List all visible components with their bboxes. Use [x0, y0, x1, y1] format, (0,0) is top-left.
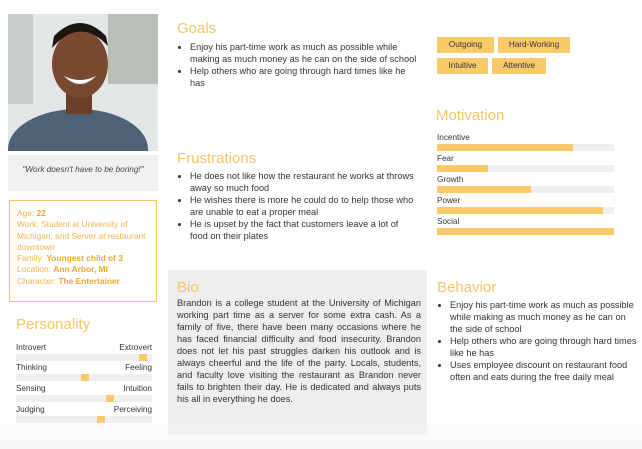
- motivation-fill: [437, 186, 531, 193]
- motivation-title: Motivation: [436, 107, 505, 124]
- behavior-item: • Help others who are going through hard times like he has: [450, 335, 637, 359]
- scale-track: [16, 354, 152, 361]
- behavior-title: Behavior: [437, 279, 497, 296]
- motivation-fill: [437, 144, 573, 151]
- motivation-label: Fear: [437, 154, 454, 163]
- motivation-row: [437, 154, 615, 163]
- motivation-row: [437, 196, 615, 205]
- motivation-track: [437, 207, 614, 214]
- motivation-track: [437, 186, 614, 193]
- persona-quote: "Work doesn't have to be boring!": [22, 165, 144, 174]
- motivation-row: [437, 217, 615, 226]
- scale-track: [16, 395, 152, 402]
- motivation-fill: [437, 228, 614, 235]
- trait-tag: Intuitive: [437, 58, 488, 74]
- scale-right-label: Perceiving: [113, 405, 152, 414]
- motivation-track: [437, 228, 614, 235]
- scale-left-label: Judging: [16, 405, 45, 414]
- motivation-label: Growth: [437, 175, 464, 184]
- frustration-item: • He does not like how the restaurant he works at throws away so much food: [190, 170, 417, 194]
- bottom-fade: [0, 419, 642, 449]
- profile-character: Character: The Entertainer: [17, 275, 120, 286]
- scale-track: [16, 374, 152, 381]
- profile-work: Work: Student at University of Michigan, and Server at restaurant downtown: [17, 219, 146, 252]
- motivation-fill: [437, 207, 603, 214]
- goal-item: • Enjoy his part-time work as much as possible while making as much money as he can on the side of school: [190, 41, 417, 65]
- motivation-label: Power: [437, 196, 461, 205]
- scale-marker: [139, 354, 147, 361]
- frustration-item: • He is upset by the fact that customers leave a lot of food on their plates: [190, 218, 417, 242]
- motivation-track: [437, 144, 614, 151]
- scale-left-label: Sensing: [16, 384, 46, 393]
- scale-left-label: Introvert: [16, 343, 47, 352]
- behavior-list: [437, 299, 637, 383]
- frustrations-title: Frustrations: [177, 150, 257, 167]
- profile-age: Age: 22: [17, 208, 46, 218]
- trait-tag: Hard-Working: [498, 37, 570, 53]
- motivation-label: Social: [437, 217, 460, 226]
- scale-marker: [81, 374, 89, 381]
- frustrations-list: [177, 170, 417, 242]
- goal-item: • Help others who are going through hard times like he has: [190, 65, 417, 89]
- motivation-row: [437, 133, 615, 142]
- scale-right-label: Intuition: [123, 384, 152, 393]
- profile-family: Family: Youngest child of 3: [17, 253, 123, 264]
- profile-card: [9, 200, 157, 302]
- motivation-row: [437, 175, 615, 184]
- goals-list: [177, 41, 417, 89]
- persona-photo: [8, 14, 158, 151]
- goals-title: Goals: [177, 20, 217, 37]
- behavior-item: • Enjoy his part-time work as much as possible while making as much money as he can on the side of school: [450, 299, 637, 335]
- person-portrait-icon: [8, 14, 158, 151]
- scale-right-label: Feeling: [125, 363, 152, 372]
- profile-location: Location: Ann Arbor, MI: [17, 264, 108, 275]
- behavior-item: • Uses employee discount on restaurant food often and eats during the free daily meal: [450, 359, 637, 383]
- trait-tag: Outgoing: [437, 37, 494, 53]
- scale-marker: [106, 395, 114, 402]
- motivation-fill: [437, 165, 488, 172]
- personality-title: Personality: [16, 316, 91, 333]
- frustration-item: • He wishes there is more he could do to help those who are unable to eat a proper meal: [190, 194, 417, 218]
- scale-left-label: Thinking: [16, 363, 47, 372]
- bio-text: Brandon is a college student at the University of Michigan working part time as a server for some extra cash. As a family of five, there have been many occasions where he has faced financial difficulty and food insecurity. Brandon does not let his past struggles darken his outlook and is always cheerful and the life of the party. Locals, students, and faculty love visiting the restaurant as Brandon never fails to brighten their day. He is dedicated and always puts his all in everything he does.: [177, 298, 421, 404]
- motivation-track: [437, 165, 614, 172]
- bio-title: Bio: [177, 279, 199, 296]
- scale-right-label: Extrovert: [119, 343, 152, 352]
- motivation-label: Incentive: [437, 133, 470, 142]
- trait-tag: Attentive: [492, 58, 546, 74]
